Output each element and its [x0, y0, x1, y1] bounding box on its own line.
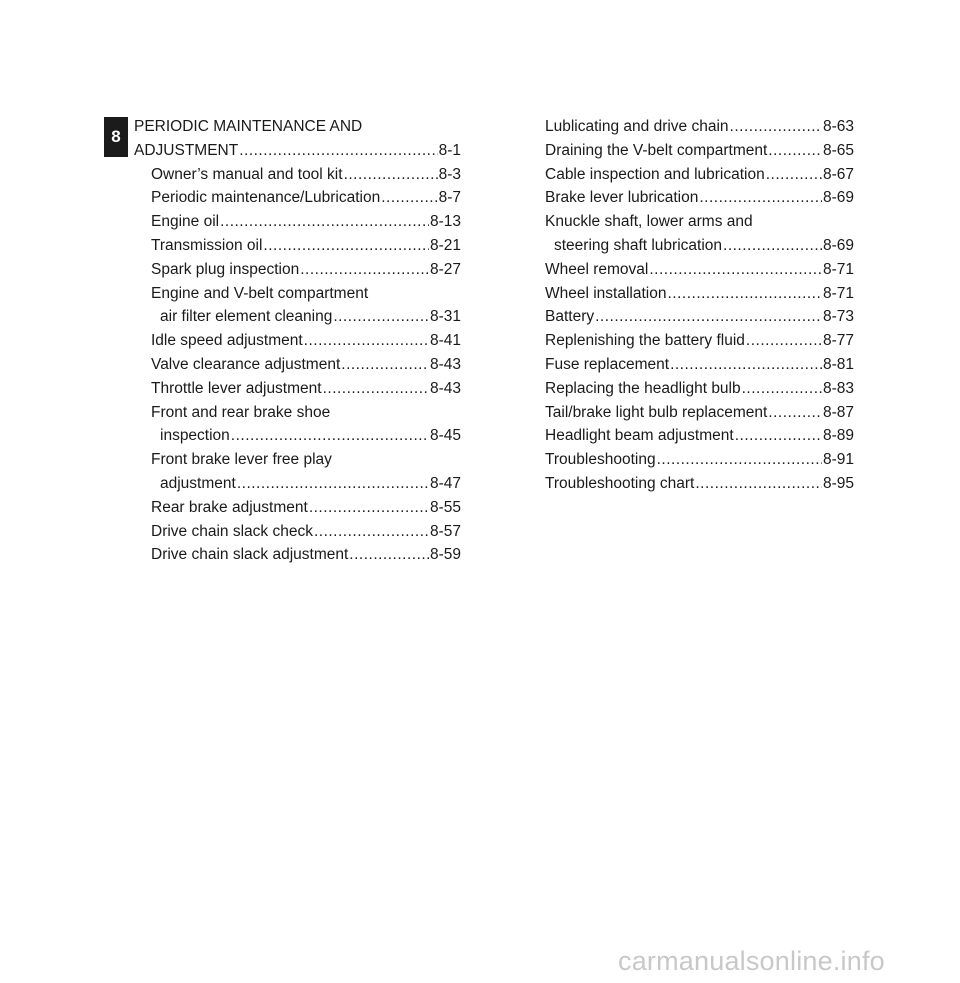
toc-entry: [134, 282, 461, 306]
toc-entry-title: Cable inspection and lubrication: [545, 165, 765, 183]
toc-entry[interactable]: [545, 305, 854, 329]
toc-entry[interactable]: [545, 258, 854, 282]
toc-entry-title: air filter element cleaning: [160, 308, 333, 326]
toc-entry[interactable]: [545, 353, 854, 377]
toc-leader-dots: [746, 329, 822, 353]
toc-entry-page: 8-95: [822, 474, 854, 492]
toc-entry-page: 8-91: [822, 451, 854, 469]
toc-leader-dots: [768, 401, 822, 425]
toc-entry[interactable]: [545, 234, 854, 258]
toc-entry-page: 8-43: [429, 379, 461, 397]
toc-entry[interactable]: [134, 496, 461, 520]
toc-entry: [134, 115, 461, 139]
toc-leader-dots: [239, 139, 437, 163]
toc-entry-title: Headlight beam adjustment: [545, 427, 734, 445]
toc-entry[interactable]: [134, 472, 461, 496]
toc-entry-page: 8-45: [429, 427, 461, 445]
toc-entry-title: Drive chain slack check: [151, 522, 313, 540]
toc-entry-page: 8-41: [429, 332, 461, 350]
toc-entry-title: Engine oil: [151, 213, 220, 231]
toc-leader-dots: [742, 377, 822, 401]
toc-entry-page: 8-71: [822, 284, 854, 302]
toc-entry-page: 8-27: [429, 260, 461, 278]
toc-entry-title: Replenishing the battery fluid: [545, 332, 745, 350]
toc-leader-dots: [333, 305, 429, 329]
toc-leader-dots: [730, 115, 822, 139]
toc-entry-page: 8-81: [822, 355, 854, 373]
toc-entry-page: 8-31: [429, 308, 461, 326]
toc-entry-title: Rear brake adjustment: [151, 498, 308, 516]
toc-entry[interactable]: [134, 258, 461, 282]
toc-entry-page: 8-13: [429, 213, 461, 231]
toc-leader-dots: [341, 353, 429, 377]
toc-leader-dots: [695, 472, 822, 496]
toc-entry-title: Wheel installation: [545, 284, 667, 302]
toc-leader-dots: [309, 496, 429, 520]
toc-entry-title: Troubleshooting chart: [545, 474, 695, 492]
toc-entry-title: Draining the V-belt compartment: [545, 141, 768, 159]
toc-leader-dots: [595, 305, 822, 329]
toc-leader-dots: [349, 543, 429, 567]
toc-leader-dots: [237, 472, 429, 496]
toc-entry[interactable]: [545, 401, 854, 425]
toc-leader-dots: [768, 139, 822, 163]
toc-entry-title: Drive chain slack adjustment: [151, 546, 349, 564]
toc-entry-page: 8-57: [429, 522, 461, 540]
toc-leader-dots: [735, 424, 822, 448]
toc-entry[interactable]: [134, 305, 461, 329]
toc-entry-title: Engine and V-belt compartment: [151, 284, 369, 302]
toc-entry-title: Front and rear brake shoe: [151, 403, 331, 421]
toc-entry-title: Throttle lever adjustment: [151, 379, 322, 397]
toc-entry-title: Knuckle shaft, lower arms and: [545, 213, 753, 231]
chapter-tab: [104, 117, 128, 157]
toc-entry-page: 8-43: [429, 355, 461, 373]
toc-entry-title: adjustment: [160, 474, 236, 492]
toc-entry-page: 8-87: [822, 403, 854, 421]
toc-leader-dots: [657, 448, 822, 472]
toc-entry[interactable]: [545, 163, 854, 187]
toc-entry[interactable]: [134, 329, 461, 353]
toc-entry-page: 8-71: [822, 260, 854, 278]
toc-entry[interactable]: [134, 543, 461, 567]
toc-leader-dots: [723, 234, 822, 258]
toc-entry-page: 8-47: [429, 474, 461, 492]
toc-leader-dots: [699, 186, 822, 210]
toc-leader-dots: [304, 329, 429, 353]
toc-entry-title: Valve clearance adjustment: [151, 355, 341, 373]
toc-entry-title: Brake lever lubrication: [545, 189, 699, 207]
toc-entry[interactable]: [134, 520, 461, 544]
toc-right-column: [545, 115, 854, 496]
toc-entry: [134, 448, 461, 472]
chapter-number: 8: [111, 127, 121, 146]
watermark: carmanualsonline.info: [618, 946, 885, 976]
toc-entry-page: 8-21: [429, 236, 461, 254]
toc-entry-title: Replacing the headlight bulb: [545, 379, 741, 397]
toc-entry-page: 8-83: [822, 379, 854, 397]
toc-entry[interactable]: [134, 234, 461, 258]
toc-entry-title: Lublicating and drive chain: [545, 118, 729, 135]
toc-entry-title: Transmission oil: [151, 236, 263, 254]
toc-entry-title: Spark plug inspection: [151, 260, 300, 278]
toc-leader-dots: [381, 186, 437, 210]
toc-entry-page: 8-3: [438, 165, 461, 183]
toc-entry-title: Battery: [545, 308, 595, 326]
toc-leader-dots: [766, 163, 822, 187]
toc-entry-page: 8-65: [822, 141, 854, 159]
toc-entry-page: 8-1: [438, 141, 461, 159]
toc-entry-page: 8-73: [822, 308, 854, 326]
toc-entry-page: 8-7: [438, 189, 461, 207]
toc-leader-dots: [263, 234, 429, 258]
toc-entry-title: Owner’s manual and tool kit: [151, 165, 343, 183]
toc-leader-dots: [323, 377, 429, 401]
toc-entry-title: ADJUSTMENT: [134, 141, 239, 159]
toc-entry-page: 8-89: [822, 427, 854, 445]
toc-entry-title: Periodic maintenance/Lubrication: [151, 189, 381, 207]
toc-entry-title: Wheel removal: [545, 260, 649, 278]
toc-entry[interactable]: [545, 424, 854, 448]
toc-entry-title: Troubleshooting: [545, 451, 656, 469]
toc-leader-dots: [300, 258, 429, 282]
toc-entry[interactable]: [545, 329, 854, 353]
toc-entry-page: 8-77: [822, 332, 854, 350]
toc-entry-title: steering shaft lubrication: [554, 236, 723, 254]
toc-entry-page: 8-63: [822, 118, 854, 135]
toc-leader-dots: [649, 258, 822, 282]
toc-entry[interactable]: [134, 186, 461, 210]
toc-entry-page: 8-67: [822, 165, 854, 183]
toc-entry[interactable]: [545, 115, 854, 139]
toc-entry[interactable]: [134, 210, 461, 234]
toc-entry: [545, 210, 854, 234]
toc-entry-title: Idle speed adjustment: [151, 332, 303, 350]
toc-leader-dots: [220, 210, 429, 234]
toc-left-column: [134, 115, 461, 567]
toc-entry-title: Fuse replacement: [545, 355, 670, 373]
toc-leader-dots: [344, 163, 438, 187]
toc-leader-dots: [314, 520, 429, 544]
toc-entry[interactable]: [545, 186, 854, 210]
toc-entry-title: PERIODIC MAINTENANCE AND: [134, 118, 363, 135]
toc-entry-page: 8-69: [822, 236, 854, 254]
toc-entry[interactable]: [545, 377, 854, 401]
toc-entry[interactable]: [134, 139, 461, 163]
toc-entry-title: Front brake lever free play: [151, 451, 332, 469]
toc-leader-dots: [670, 353, 822, 377]
toc-entry[interactable]: [545, 139, 854, 163]
toc-leader-dots: [667, 282, 821, 306]
toc-entry[interactable]: [545, 472, 854, 496]
toc-entry[interactable]: [545, 282, 854, 306]
toc-entry[interactable]: [545, 448, 854, 472]
toc-entry-page: 8-69: [822, 189, 854, 207]
toc-entry-page: 8-59: [429, 546, 461, 564]
toc-entry[interactable]: [134, 163, 461, 187]
toc-entry-page: 8-55: [429, 498, 461, 516]
toc-entry[interactable]: [134, 424, 461, 448]
toc-entry[interactable]: [134, 353, 461, 377]
toc-entry: [134, 401, 461, 425]
toc-entry-title: inspection: [160, 427, 230, 445]
toc-leader-dots: [231, 424, 429, 448]
toc-entry-title: Tail/brake light bulb replacement: [545, 403, 768, 421]
toc-entry[interactable]: [134, 377, 461, 401]
